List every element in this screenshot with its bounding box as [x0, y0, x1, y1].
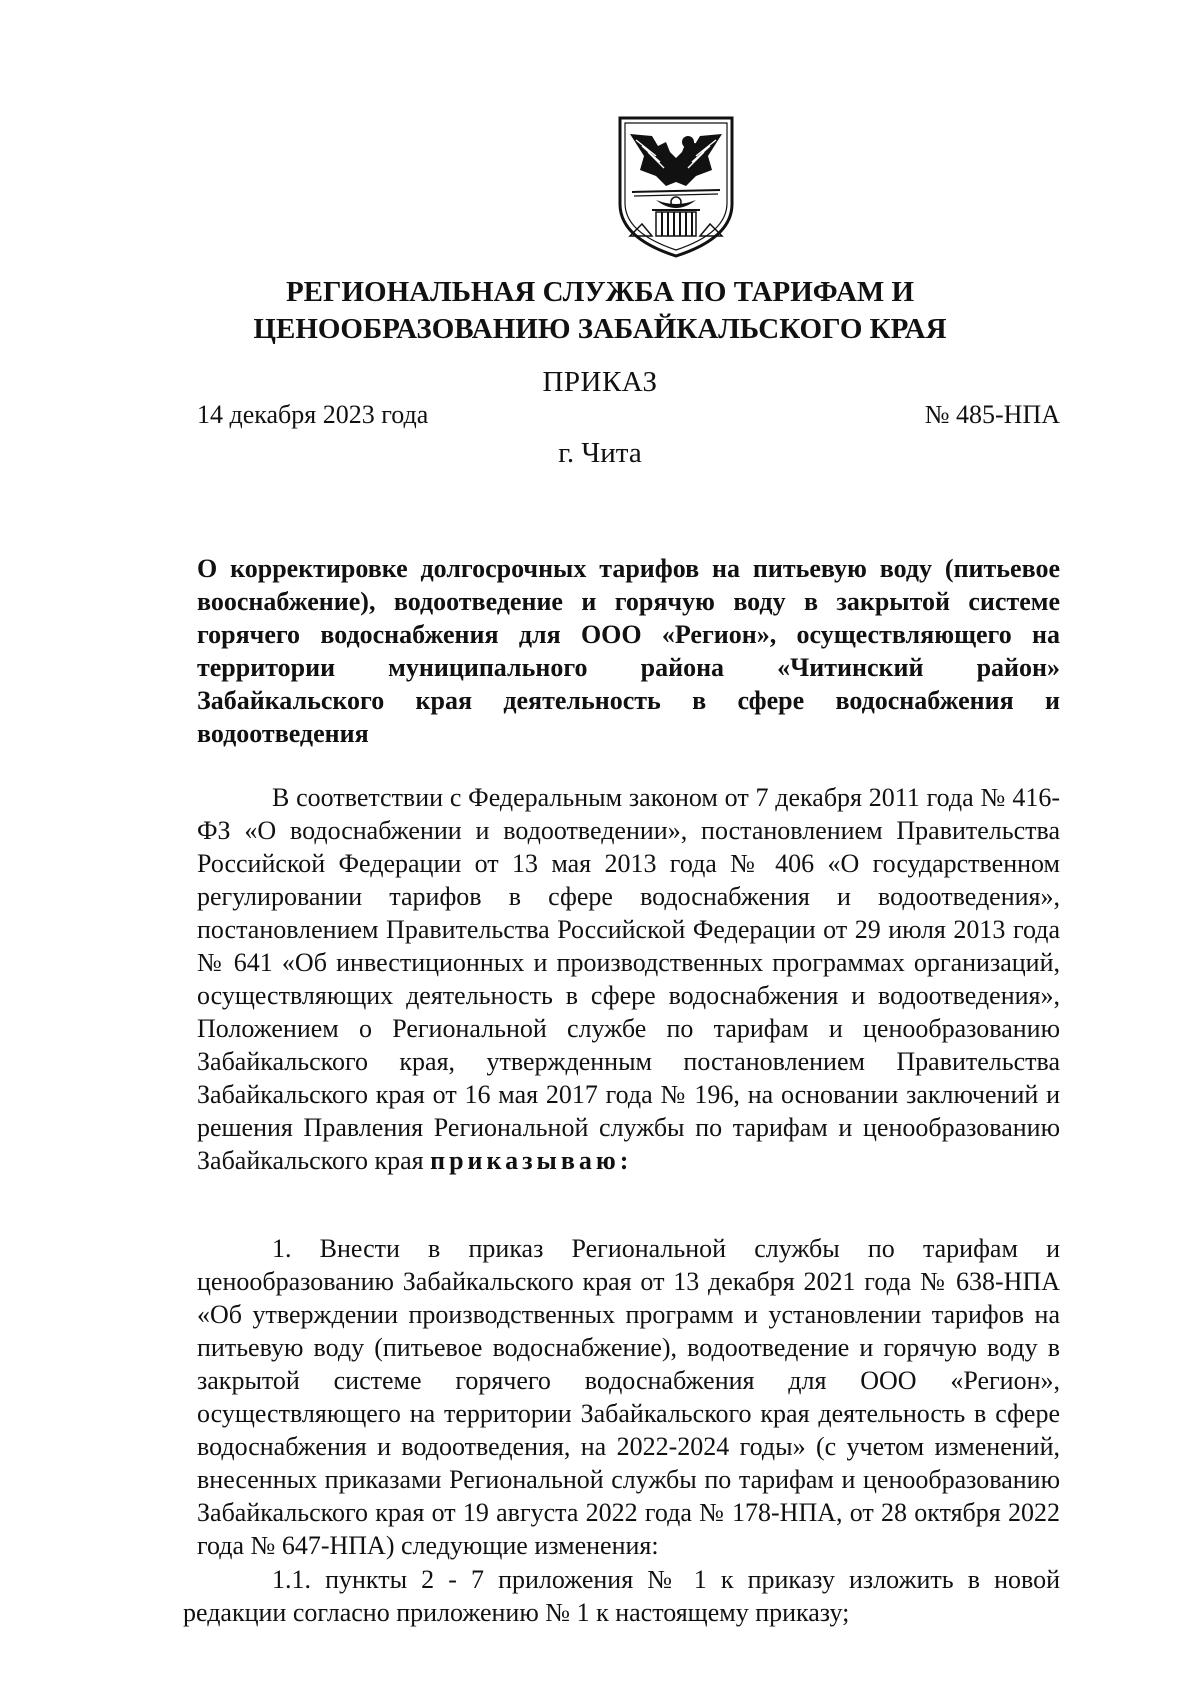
order-item-1: 1. Внести в приказ Региональной службы по тарифам и ценообразованию Забайкальского края от 13 декабря 2021 года № 638-НПА «Об утверждении производственных программ и установлении тарифов на питьевую воду (питьевое водоснабжение), водоотведение и горячую воду в закрытой системе горячего водоснабжения для ООО «Регион», осуществляющего на территории Забайкальского края деятельность в сфере водоснабжения и водоотведения, на 2022-2024 годы» (с учетом изменений, внесенных приказами Региональной службы по тарифам и ценообразованию Забайкальского края от 19 августа 2022 года № 178-НПА, от 28 октября 2022 года № 647-НПА) следующие изменения: [197, 1234, 1060, 1560]
document-city: г. Чита [558, 437, 642, 469]
command-word: приказываю: [430, 1146, 633, 1175]
preamble-text: В соответствии с Федеральным законом от 7 декабря 2011 года № 416-ФЗ «О водоснабжении и водоотведении», постановлением Правительства Российской Федерации от 13 мая 2013 года № 406 «О государственном регулировании тарифов в сфере водоснабжения и водоотведения», постановлением Правительства Российской Федерации от 29 июля 2013 года № 641 «Об инвестиционных и производственных программах организаций, осуществляющих деятельность в сфере водоснабжения и водоотведения», Положением о Региональной службе по тарифам и ценообразованию Забайкальского края, утвержденным постановлением Правительства Забайкальского края от 16 мая 2017 года № 196, на основании заключений и решения Правления Региональной службы по тарифам и ценообразованию Забайкальского края [197, 783, 1060, 1175]
organization-title-line-2: ЦЕНООБРАЗОВАНИЮ ЗАБАЙКАЛЬСКОГО КРАЯ [253, 313, 947, 345]
document-type: ПРИКАЗ [542, 366, 658, 398]
document-date: 14 декабря 2023 года [197, 400, 429, 429]
organization-title-line-1: РЕГИОНАЛЬНАЯ СЛУЖБА ПО ТАРИФАМ И [285, 276, 915, 308]
coat-of-arms-emblem [612, 112, 740, 260]
preamble-paragraph [197, 781, 1060, 1177]
document-subject: О корректировке долгосрочных тарифов на питьевую воду (питьевое вооснабжение), водоотведение и горячую воду в закрытой системе горячего водоснабжения для ООО «Регион», осуществляющего на территории муниципального района «Читинский район» Забайкальского края деятельность в сфере водоснабжения и водоотведения [197, 554, 1060, 748]
document-number: № 485-НПА [924, 400, 1060, 429]
order-item-1-1: 1.1. пункты 2 - 7 приложения № 1 к приказу изложить в новой редакции согласно приложению № 1 к настоящему приказу; [183, 1565, 1060, 1627]
coat-of-arms-icon [612, 112, 740, 260]
